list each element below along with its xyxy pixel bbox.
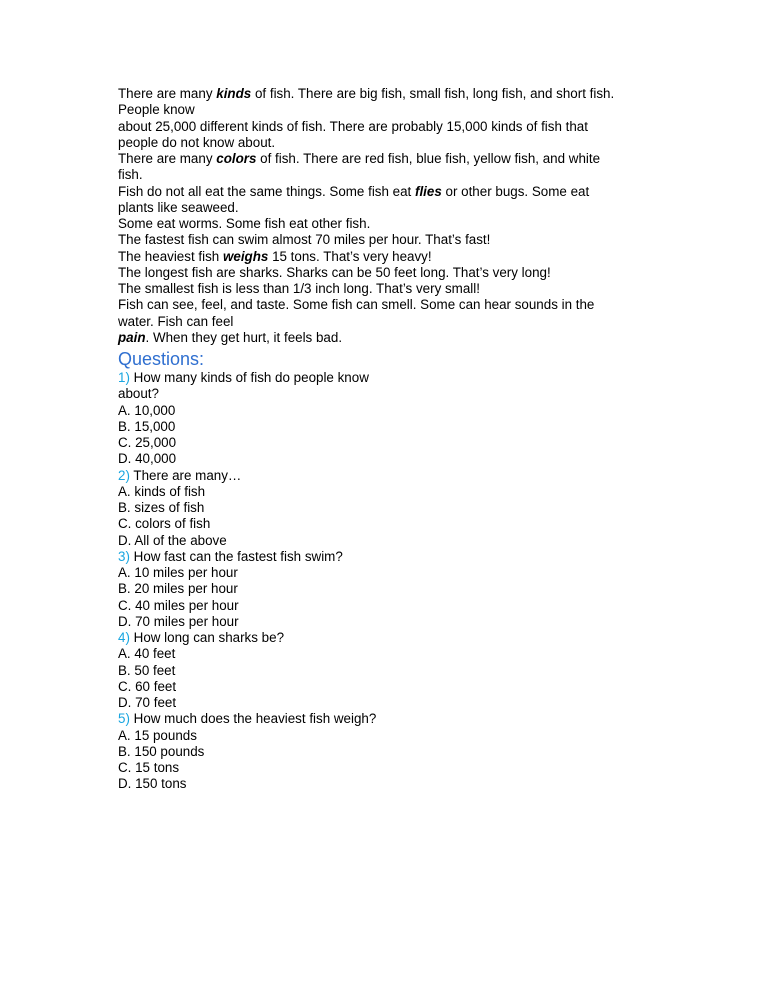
question-prompt: 3) How fast can the fastest fish swim? [118, 548, 343, 564]
answer-option: C. 60 feet [118, 678, 177, 694]
passage-line: plants like seaweed. [118, 199, 239, 215]
emphasis: weighs [222, 248, 269, 264]
answer-option: C. 15 tons [118, 760, 180, 775]
question-list [118, 370, 658, 793]
passage-line: Fish do not all eat the same things. Some fish eat flies or other bugs. Some eat [118, 183, 590, 199]
emphasis: pain [118, 329, 146, 345]
passage-line: people do not know about. [118, 134, 276, 150]
passage-line: Some eat worms. Some fish eat other fish. [118, 216, 371, 231]
question-number: 1) [118, 370, 130, 385]
passage-line: The heaviest fish weighs 15 tons. That’s very heavy! [118, 248, 432, 264]
emphasis: kinds [216, 86, 252, 101]
question-5 [118, 711, 658, 792]
question-prompt: 1) How many kinds of fish do people know [118, 370, 369, 385]
answer-option: A. 15 pounds [118, 727, 197, 743]
question-number: 5) [118, 711, 130, 727]
question-1 [118, 370, 658, 468]
questions-heading: Questions: [118, 349, 205, 369]
emphasis: colors [216, 151, 257, 166]
passage-line: The fastest fish can swim almost 70 miles per hour. That’s fast! [118, 232, 491, 248]
answer-option: B. 50 feet [118, 662, 176, 678]
passage-line: about 25,000 different kinds of fish. There are probably 15,000 kinds of fish that [118, 118, 588, 134]
answer-option: D. 40,000 [118, 451, 177, 467]
passage-line: Fish can see, feel, and taste. Some fish can smell. Some can hear sounds in the [118, 297, 595, 313]
passage-line: water. Fish can feel [118, 313, 234, 329]
answer-option: B. sizes of fish [118, 500, 205, 515]
answer-option: B. 150 pounds [118, 743, 205, 759]
passage-line: pain. When they get hurt, it feels bad. [118, 329, 343, 345]
question-4 [118, 630, 658, 711]
question-prompt-continued: about? [118, 386, 159, 402]
answer-option: A. 40 feet [118, 646, 176, 662]
answer-option: A. 10,000 [118, 402, 176, 418]
question-prompt: 5) How much does the heaviest fish weigh? [118, 711, 377, 727]
question-number: 4) [118, 630, 130, 645]
question-prompt: 4) How long can sharks be? [118, 630, 285, 645]
emphasis: flies [415, 183, 442, 199]
reading-passage [118, 86, 658, 346]
answer-option: B. 15,000 [118, 418, 176, 434]
question-number: 3) [118, 548, 130, 564]
passage-line: The smallest fish is less than 1/3 inch long. That’s very small! [118, 281, 480, 296]
answer-option: A. kinds of fish [118, 483, 206, 499]
answer-option: D. 70 feet [118, 695, 177, 710]
passage-line: People know [118, 102, 195, 118]
answer-option: B. 20 miles per hour [118, 581, 238, 597]
question-number: 2) [118, 467, 130, 483]
answer-option: A. 10 miles per hour [118, 565, 238, 580]
question-2 [118, 468, 658, 549]
answer-option: C. colors of fish [118, 516, 211, 532]
question-3 [118, 549, 658, 630]
answer-option: C. 40 miles per hour [118, 597, 239, 613]
question-prompt: 2) There are many… [118, 467, 242, 483]
passage-line: fish. [118, 167, 143, 183]
answer-option: D. All of the above [118, 532, 227, 548]
passage-line: There are many colors of fish. There are red fish, blue fish, yellow fish, and white [118, 151, 601, 166]
answer-option: C. 25,000 [118, 435, 177, 450]
answer-option: D. 150 tons [118, 776, 187, 792]
answer-option: D. 70 miles per hour [118, 613, 239, 629]
passage-line: The longest fish are sharks. Sharks can be 50 feet long. That’s very long! [118, 264, 551, 280]
document-body [118, 86, 658, 793]
passage-line: There are many kinds of fish. There are big fish, small fish, long fish, and short fish. [118, 86, 615, 101]
